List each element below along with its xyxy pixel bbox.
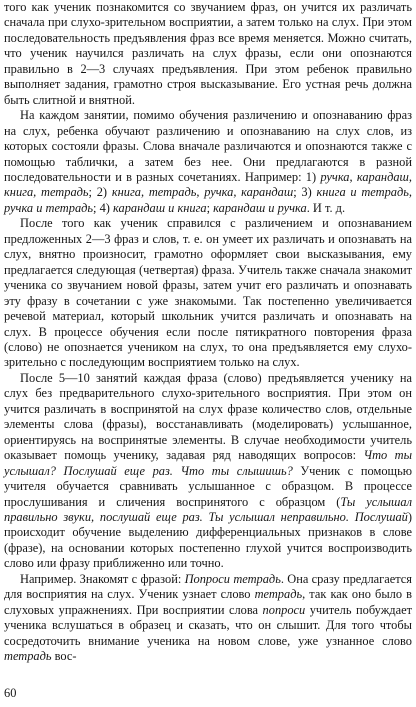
italic-phrase: карандаш и книга [113,200,207,215]
italic-phrase: Попроси тетрадь [184,571,281,586]
paragraph-word-discrimination [4,108,412,216]
italic-phrase: тетрадь [4,649,52,664]
text-run: . Она сразу предлагается для восприятия на слух. Ученик узнает слово [4,571,412,602]
italic-phrase: карандаш и ручка [213,200,307,215]
text-run: ; 3) [293,185,317,200]
italic-phrase: книга, тетрадь, ручка, карандаш [111,185,294,200]
text-run: того как ученик познакомится со звучанием фраз, он учится их различать сначала при слухо-зрительном восприятии, а затем только на слух. При этом последовательность предъявления фраз все время меняется. Можно считать, что ученик научился различать на слух фразы, если они опознаются правильно в 2—3 случаях предъявления. При этом ребенок правильно выполняет задания, грамотно строя высказывание. Его устная речь должна быть слитной и внятной. [4,0,412,107]
italic-phrase: Что ты услышал? Послушай еще раз. Что ты слышишь? [4,448,412,478]
text-run: ; 2) [88,185,112,200]
text-run: , так как оно было в слуховых упражнениях. При восприятии слова [4,587,412,617]
text-run: ; 4) [93,200,114,215]
paragraph-example [4,572,412,665]
paragraph-auditory-perception [4,371,412,572]
italic-phrase: тетрадь [254,587,303,602]
text-run: После 5—10 занятий каждая фраза (слово) предъявляется ученику на слух без предварительного слухо-зрительного восприятия. При этом он учится различать в воспринятой на слух фразе количество слов, отдельные элементы слова (фразы), восстанавливать (моделировать) услышанное, ориентируясь на воспринятые элементы. В случае необходимости учитель оказывает помощь ученику, задавая ряд наводящих вопросов: [4,370,412,463]
text-run: . И т. д. [306,200,346,215]
text-run: ; [206,200,214,215]
italic-phrase: попроси [262,602,306,617]
text-run: На каждом занятии, помимо обучения различению и опознаванию фраз на слух, ребенка обучают различению и опознаванию на слух слов, из которых состояли фразы. Слова вначале различаются и опознаются также с помощью таблички, а затем без нее. Они предлагаются в разной последовательности и в разных сочетаниях. Например: 1) [4,108,412,184]
text-run: вос- [51,649,77,664]
paragraph-new-phrase [4,216,412,371]
paragraph-continued [4,0,412,108]
italic-phrase: книга и тетрадь, ручка и тетрадь [4,185,412,215]
text-run: учитель побуждает ученика вслушаться в образец и сказать, что он слышит. Для того чтобы сосредоточить внимание ученика на новом слове, уже узнанное слово [4,602,412,648]
italic-phrase: ручка, карандаш, книга, тетрадь [4,169,412,200]
text-run: Например. Знакомят с фразой: [20,571,185,586]
italic-phrase: Ты услышал правильно звуки, послушай еще раз. Ты услышал неправильно. Послушай [4,494,412,524]
text-run: После того как ученик справился с различением и опознаванием предложенных 2—3 фраз и слов, т. е. он умеет их различать и опознавать на слух, внятно произносит, грамотно оформляет свои высказывания, ему предлагается следующая (четвертая) фраза. Учитель также сначала знакомит ученика со звучанием новой фразы, затем учит его различать и опознавать эту фразу в сочетании с уже знакомыми. Так постепенно увеличивается речевой материал, который школьник учится различать и опознавать на слух. В процессе обучения если после пятикратного повторения фраза (слово) не опознается учеником на слух, то она предъявляется ему слухо-зрительно с последующим восприятием только на слух. [4,216,412,370]
text-run: Ученик с помощью учителя обучается сравнивать услышанное с образцом. В процессе прослушивания и сличения воспринятого с образцом ( [4,463,413,509]
text-run: ) происходит обучение выделению дифференциальных признаков в слове (фразе), на основании которых постепенно глухой учится воспроизводить слово или фразу приближенно или точно. [4,509,412,571]
page-number: 60 [4,686,17,700]
